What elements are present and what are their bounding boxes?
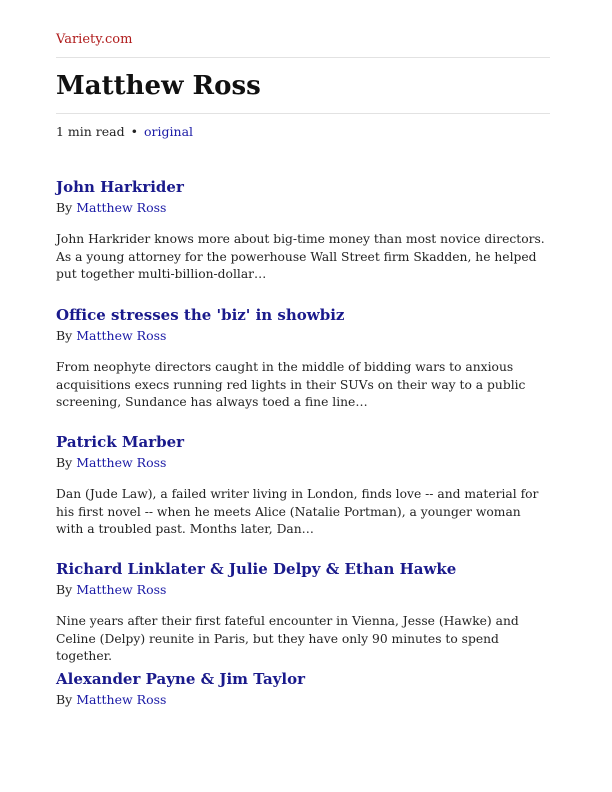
article-excerpt: John Harkrider knows more about big-time money than most novice directors. As a young attorney for the powerhouse Wall Street firm Skadden, he helped put together multi-billion-dollar…	[56, 232, 545, 281]
article-excerpt: Nine years after their first fateful encounter in Vienna, Jesse (Hawke) and Celine (Delpy) reunite in Paris, but they have only 90 minutes to spend together.	[56, 614, 519, 663]
byline-label: By	[56, 455, 73, 470]
byline	[56, 691, 550, 708]
byline	[56, 581, 550, 598]
article-title-link[interactable]: Alexander Payne & Jim Taylor	[56, 670, 306, 688]
divider	[56, 57, 550, 58]
article-item	[56, 669, 550, 708]
byline-label: By	[56, 692, 73, 707]
article-title-link[interactable]: John Harkrider	[56, 178, 184, 196]
article-excerpt: From neophyte directors caught in the middle of bidding wars to anxious acquisitions execs running red lights in their SUVs on their way to a public screening, Sundance has always toed a fine line…	[56, 360, 526, 409]
article-title-link[interactable]: Richard Linklater & Julie Delpy & Ethan Hawke	[56, 560, 457, 578]
article-item	[56, 559, 550, 666]
article-title-link[interactable]: Office stresses the 'biz' in showbiz	[56, 306, 345, 324]
byline-label: By	[56, 582, 73, 597]
author-link[interactable]: Matthew Ross	[76, 200, 167, 215]
author-link[interactable]: Matthew Ross	[76, 455, 167, 470]
article-meta	[56, 123, 193, 140]
original-link[interactable]: original	[144, 124, 194, 139]
article-title-link[interactable]: Patrick Marber	[56, 433, 185, 451]
article-excerpt: Dan (Jude Law), a failed writer living in London, finds love -- and material for his first novel -- when he meets Alice (Natalie Portman), a younger woman with a troubled past. Months later, Dan…	[56, 487, 539, 536]
article-item	[56, 432, 550, 539]
divider	[56, 113, 550, 114]
page-title: Matthew Ross	[56, 71, 261, 101]
byline-label: By	[56, 200, 73, 215]
site-link[interactable]: Variety.com	[56, 32, 133, 47]
article-item	[56, 177, 550, 284]
byline	[56, 199, 550, 216]
article-item	[56, 305, 550, 412]
meta-separator: •	[130, 124, 139, 139]
read-time: 1 min read	[56, 124, 125, 139]
byline	[56, 327, 550, 344]
author-link[interactable]: Matthew Ross	[76, 582, 167, 597]
byline-label: By	[56, 328, 73, 343]
byline	[56, 454, 550, 471]
author-link[interactable]: Matthew Ross	[76, 692, 167, 707]
author-link[interactable]: Matthew Ross	[76, 328, 167, 343]
